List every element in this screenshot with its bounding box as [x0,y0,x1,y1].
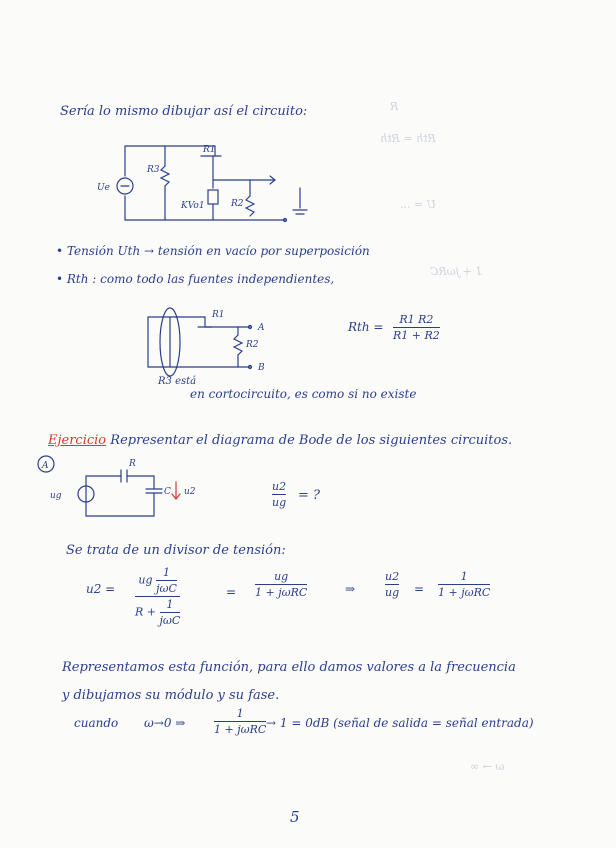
bleed-mark: ω → ∞ [470,760,505,773]
ratio-question [272,480,286,509]
eq-frac3-den: 1 + jωRC [438,586,491,599]
ratio-den: ug [272,496,287,509]
intro-text: Sería lo mismo dibujar así el circuito: [60,104,308,119]
exercise-text: Representar el diagrama de Bode de los siguientes circuitos. [110,433,513,448]
bullet-item: • Rth : como todo las fuentes independientes, [56,272,335,286]
limit-cond: ω→0 ⇒ [144,716,186,730]
bleed-mark: U = ... [400,198,436,211]
eq-num-a: ug [138,573,153,587]
eq-arrow: ⇒ [345,582,356,596]
label-u2: u2 [184,487,196,497]
eq-num-inner [156,566,177,595]
limit-fraction [214,707,266,736]
label-a: A [258,323,265,333]
exercise-heading [48,433,512,448]
label-r1: R1 [203,145,216,155]
rth-den: R1 + R2 [393,329,440,342]
circuit-diagram-1 [97,138,325,228]
eq-fraction-3 [438,570,490,599]
label-b: B [258,363,265,373]
limit-result: → 1 = 0dB (señal de salida = señal entrada) [266,716,534,730]
circuit-diagram-2 [140,305,290,380]
exercise-label: Ejercicio [48,433,107,448]
eq-fraction-2 [255,570,307,599]
eq-den-inner [160,598,181,627]
ratio-num: u2 [272,480,287,493]
short-note-1: R3 está [158,376,197,387]
eq-frac3-num: 1 [460,570,468,583]
label-ug: ug [50,491,62,501]
eq-num [138,566,176,595]
eq-sign-2: = [226,585,237,599]
eq-den-c: jωC [159,614,181,627]
page-number: 5 [290,808,300,826]
bleed-mark: R [390,100,399,113]
marker-a: A [42,461,49,471]
eq-lhs: u2 = [86,582,116,596]
divider-text: Se trata de un divisor de tensión: [66,543,286,558]
bullet-item: • Tensión Uth → tensión en vacío por superposición [56,244,370,258]
limit-num: 1 [236,707,244,720]
eq-ratio-num: u2 [385,570,400,583]
label-r3: R3 [147,165,160,175]
limit-when: cuando [74,716,119,730]
eq-frac2-den: 1 + jωRC [255,586,308,599]
eq-ratio [385,570,399,599]
paragraph-line: Representamos esta función, para ello damos valores a la frecuencia [62,660,516,675]
label-r2: R2 [246,340,259,350]
eq-num-b: 1 [162,566,170,579]
short-note-2: en cortocircuito, es como si no existe [190,387,417,401]
eq-frac2-num: ug [274,570,289,583]
rth-fraction [393,313,440,342]
label-source: Ue [97,183,110,193]
label-r1: R1 [212,310,225,320]
eq-ratio-den: ug [385,586,400,599]
ratio-tail: = ? [298,488,320,503]
circuit-diagram-3 [36,454,266,522]
limit-den: 1 + jωRC [214,723,267,736]
eq-den-b: 1 [166,598,174,611]
bleed-mark: Rth = Rth [380,132,436,145]
paragraph-line: y dibujamos su módulo y su fase. [62,688,280,703]
rth-num: R1 R2 [399,313,434,326]
eq-complex-fraction [135,566,180,627]
eq-num-c: jωC [156,582,177,595]
label-dependent: KVo1 [181,201,205,211]
bleed-mark: 1 + jωRC [430,265,483,278]
label-c: C [164,487,171,497]
eq-den-a: R + [135,605,156,619]
eq-den [135,598,180,627]
label-r: R [129,459,136,469]
label-r2: R2 [231,199,244,209]
rth-lhs: Rth = [348,320,384,334]
eq-sign-3: = [414,582,425,596]
